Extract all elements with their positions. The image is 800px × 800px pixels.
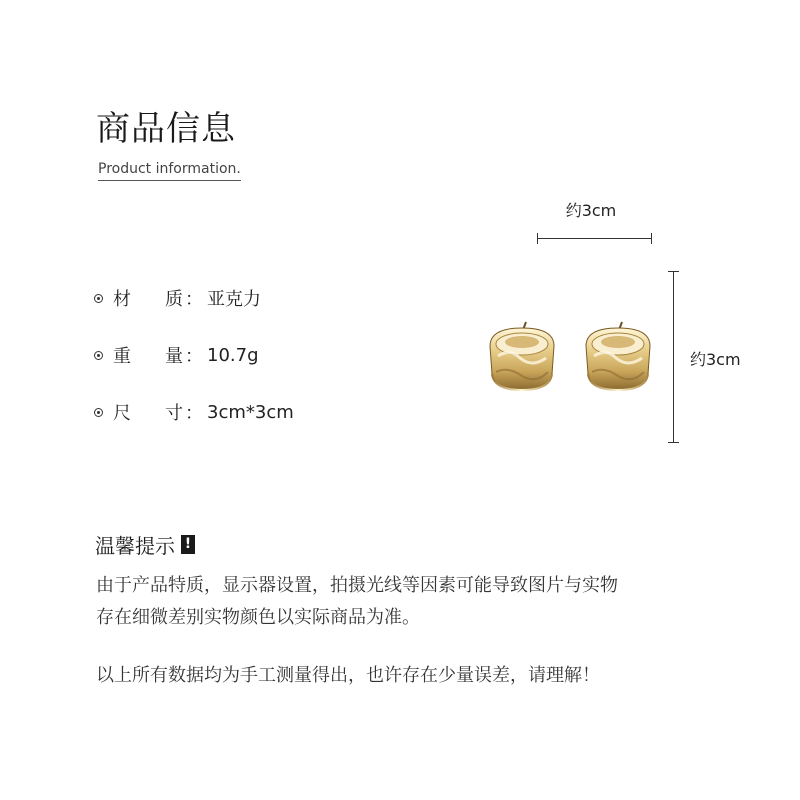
- spec-value: 10.7g: [207, 344, 259, 366]
- spec-colon: ：: [185, 289, 203, 310]
- exclamation-icon: !: [181, 535, 195, 554]
- notice-line-3: 以上所有数据均为手工测量得出，也许存在少量误差，请理解！: [96, 665, 600, 686]
- spec-value: 亚克力: [207, 289, 261, 310]
- notice-title-text: 温馨提示: [95, 534, 175, 558]
- notice-line-1: 由于产品特质，显示器设置，拍摄光线等因素可能导致图片与实物: [96, 575, 618, 596]
- hoop-earring-icon: [490, 322, 554, 390]
- notice-line-2: 存在细微差别实物颜色以实际商品为准。: [96, 607, 420, 628]
- spec-value: 3cm*3cm: [207, 401, 294, 423]
- product-earrings-image: [484, 318, 660, 392]
- page-subtitle: Product information.: [98, 160, 241, 181]
- circle-dot-icon: [94, 351, 103, 360]
- hoop-earring-icon: [586, 322, 650, 390]
- spec-key-second: 质: [165, 289, 183, 310]
- spec-row-weight: [94, 341, 259, 369]
- spec-key-second: 量: [165, 346, 183, 367]
- spec-colon: ：: [185, 403, 203, 424]
- spec-key-second: 寸: [165, 403, 183, 424]
- height-dimension-line: [673, 271, 674, 443]
- page-title: 商品信息: [96, 109, 236, 149]
- spec-row-material: [94, 284, 261, 312]
- spec-key-first: 材: [113, 289, 131, 310]
- width-dimension-line: [537, 238, 652, 239]
- spec-key-first: 尺: [113, 403, 131, 424]
- notice-heading: [95, 530, 195, 559]
- spec-row-size: [94, 398, 294, 426]
- height-dimension-label: 约3cm: [690, 350, 741, 369]
- circle-dot-icon: [94, 294, 103, 303]
- circle-dot-icon: [94, 408, 103, 417]
- spec-colon: ：: [185, 346, 203, 367]
- width-dimension-label: 约3cm: [565, 201, 617, 220]
- spec-key-first: 重: [113, 346, 131, 367]
